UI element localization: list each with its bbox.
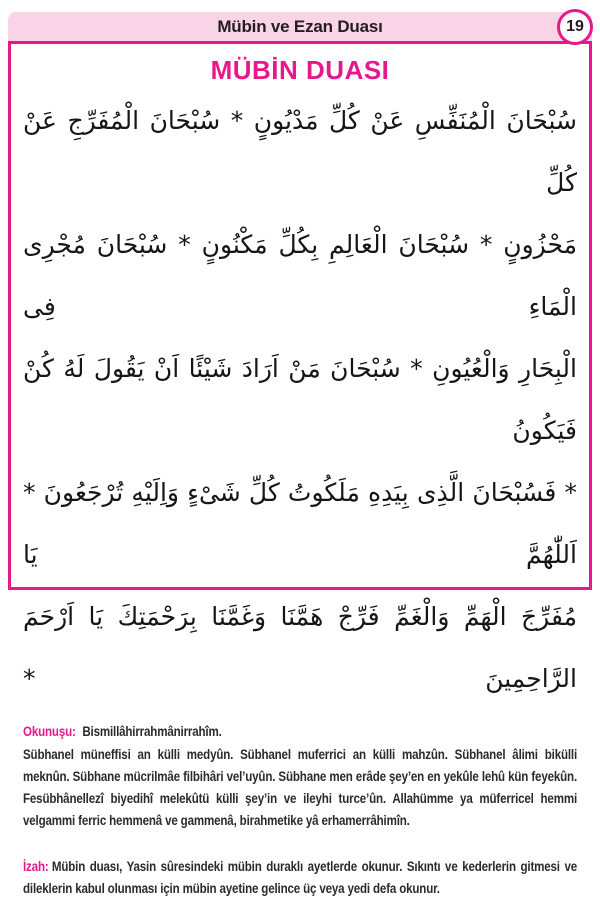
- page-number: 19: [566, 18, 584, 35]
- content-box: [8, 41, 592, 896]
- okunusu-heading: [23, 720, 577, 742]
- izah-paragraph: [23, 855, 577, 899]
- arabic-prayer-block: [23, 90, 577, 710]
- izah-text: Mübin duası, Yasin sûresindeki mübin duraklı ayetlerde okunur. Sıkıntı ve kederlerin gitmesi ve dileklerin kabul olunması için mübin ayetine gelince üç veya yedi defa okunur.: [23, 858, 578, 896]
- besmele-text: Bismillâhirrahmânirrahîm.: [82, 723, 222, 739]
- page-number-badge: [557, 9, 593, 45]
- prayer-title: MÜBİN DUASI: [210, 55, 390, 85]
- arabic-line-5: مُفَرِّجَ الْهَمِّ وَالْغَمِّ فَرِّجْ هَمَّنَا وَغَمَّنَا بِرَحْمَتِكَ يَا اَرْحَمَ الرَّاحِمِينَ *: [23, 602, 577, 693]
- izah-label: İzah:: [23, 858, 49, 874]
- okunusu-label: Okunuşu:: [23, 723, 76, 739]
- header-title: Mübin ve Ezan Duası: [217, 16, 383, 36]
- arabic-line-2: مَحْزُونٍ * سُبْحَانَ الْعَالِمِ بِكُلِّ مَكْنُونٍ * سُبْحَانَ مُجْرِى الْمَاءِ فِى: [23, 230, 577, 321]
- arabic-line-3: الْبِحَارِ وَالْعُيُونِ * سُبْحَانَ مَنْ اَرَادَ شَيْئًا اَنْ يَقُولَ لَهُ كُنْ فَيَكُونُ: [23, 354, 577, 445]
- arabic-line-1: سُبْحَانَ الْمُنَفِّسِ عَنْ كُلِّ مَدْيُونٍ * سُبْحَانَ الْمُفَرِّجِ عَنْ كُلِّ: [23, 106, 577, 197]
- okunusu-paragraph: Sübhanel müneffisi an külli medyûn. Sübhanel muferrici an külli mahzûn. Sübhanel âlimi bikülli meknûn. Sübhane mücrilmâe filbihâri vel’uyûn. Sübhane men erâde şey’en en yekûle lehû kün feyekûn. Fesübhânellezî biyedihî melekûtü külli şey’in ve ileyhi turce’ûn. Allahümme ya müferricel hemmi velgammi ferric hemmenâ ve gammenâ, birahmetike yâ erhamerrâhimîn.: [23, 746, 578, 828]
- arabic-line-4: * فَسُبْحَانَ الَّذِى بِيَدِهِ مَلَكُوتُ كُلِّ شَىْءٍ وَاِلَيْهِ تُرْجَعُونَ * اَللّٰهُمَّ يَا: [23, 478, 577, 569]
- header-band: [8, 12, 592, 41]
